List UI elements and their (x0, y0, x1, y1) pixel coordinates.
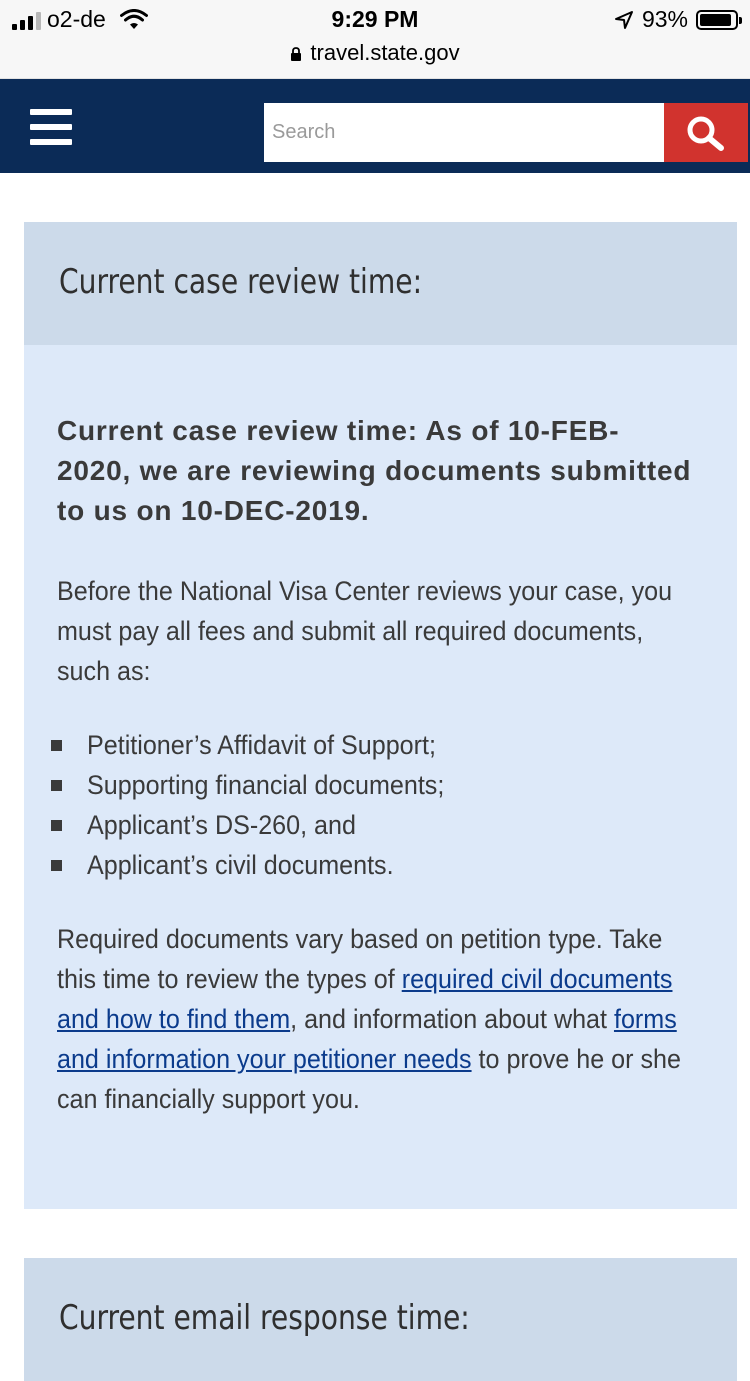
battery-icon (696, 10, 738, 30)
documents-paragraph (57, 919, 699, 1119)
list-item: Applicant’s civil documents. (57, 845, 693, 885)
status-right (614, 6, 738, 33)
panel-header (24, 222, 737, 345)
case-review-panel (24, 222, 737, 1209)
url-text: travel.state.gov (310, 40, 460, 65)
required-documents-list (57, 725, 693, 885)
search-button[interactable] (664, 103, 748, 162)
paragraph-text: , and information about what (290, 1004, 614, 1034)
panel-title: Current case review time: (58, 262, 423, 302)
carrier-label: o2-de (47, 6, 106, 32)
list-item: Petitioner’s Affidavit of Support; (57, 725, 693, 765)
bullet-icon (51, 860, 62, 871)
bullet-icon (51, 820, 62, 831)
list-item: Supporting financial documents; (57, 765, 693, 805)
search-icon (686, 115, 726, 151)
paragraph-text: to prove he or she can financially support you. (57, 1044, 681, 1114)
bullet-icon (51, 780, 62, 791)
panel-title: Current email response time: (58, 1298, 470, 1338)
search-input[interactable] (264, 103, 664, 162)
paragraph-text: Required documents vary based on petition type. Take this time to review the types of (57, 924, 663, 994)
address-bar[interactable] (0, 40, 750, 66)
panel-header (24, 1258, 737, 1381)
civil-documents-link[interactable]: required civil documents and how to find them (57, 964, 673, 1034)
location-arrow-icon (614, 10, 634, 30)
email-response-panel (24, 1258, 737, 1381)
lock-icon (290, 47, 302, 61)
status-time: 9:29 PM (331, 6, 419, 32)
battery-percent: 93% (641, 6, 688, 32)
review-time-statement: Current case review time: As of 10-FEB-2020, we are reviewing documents submitted to us on 10-DEC-2019. (57, 415, 692, 526)
menu-icon[interactable] (30, 109, 72, 145)
panel-body (24, 345, 737, 1209)
bullet-icon (51, 740, 62, 751)
petitioner-forms-link[interactable]: forms and information your petitioner needs (57, 1004, 677, 1074)
intro-paragraph: Before the National Visa Center reviews your case, you must pay all fees and submit all required documents, such as: (57, 576, 673, 686)
status-bar (0, 0, 750, 79)
list-item: Applicant’s DS-260, and (57, 805, 693, 845)
site-header (0, 79, 750, 173)
